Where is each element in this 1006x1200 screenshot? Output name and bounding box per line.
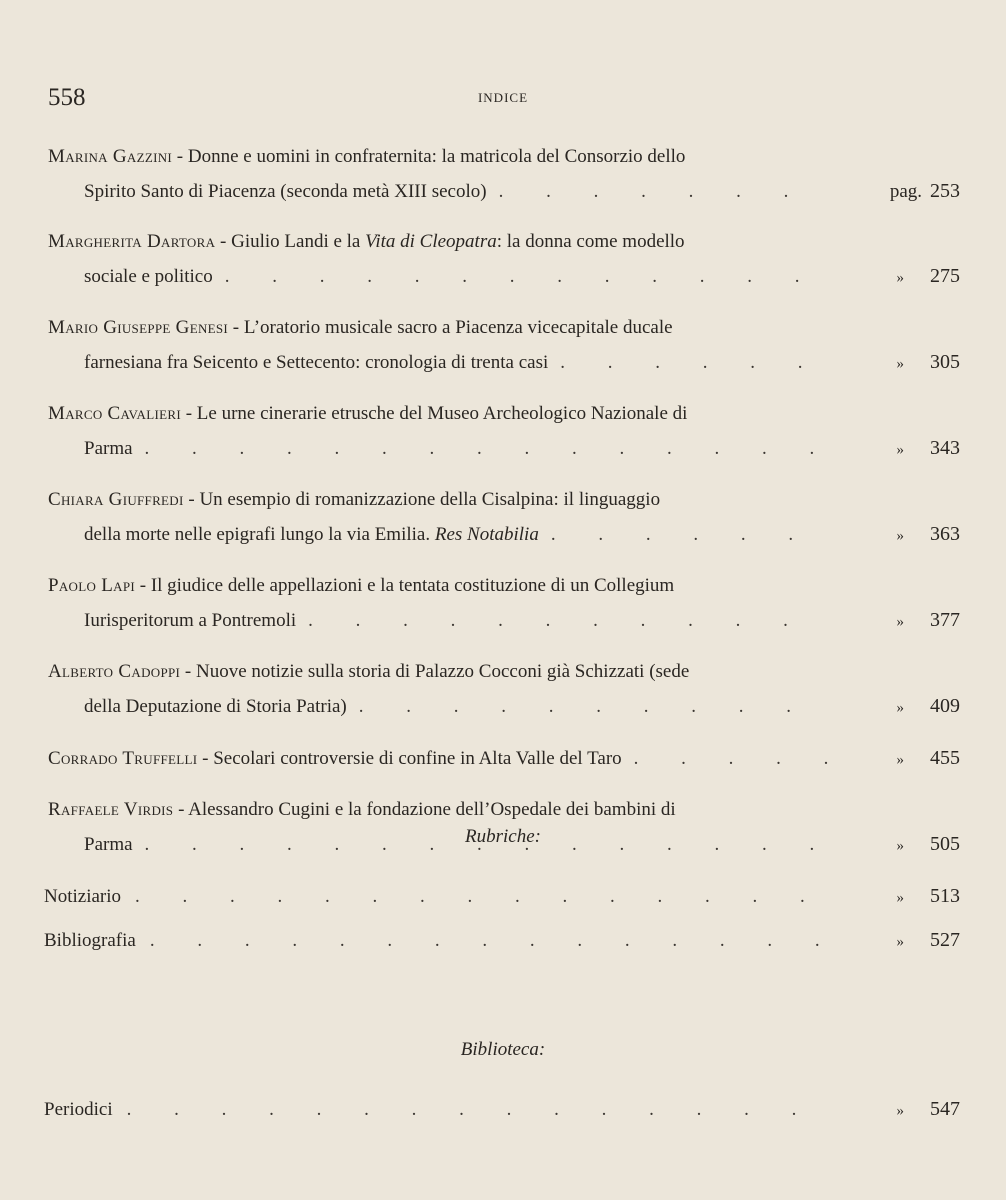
page-ref: 455	[930, 747, 960, 769]
leader-dots	[308, 604, 830, 638]
page-prefix: »	[896, 838, 904, 854]
entry-title-line2: della morte nelle epigrafi lungo la via Emilia.	[84, 524, 435, 545]
entry-author: Raffaele Virdis	[48, 799, 174, 820]
section-title-rubriche: Rubriche:	[465, 826, 541, 847]
entry-title-line1: Le urne cinerarie etrusche del Museo Archeologico Nazionale di	[196, 403, 688, 424]
running-head: INDICE	[477, 90, 529, 105]
leader-dots	[135, 886, 828, 908]
page-ref: 527	[930, 929, 960, 951]
leader-dots	[634, 742, 830, 776]
toc-entry-cadoppi	[48, 655, 960, 725]
entry-separator: -	[172, 146, 188, 167]
table-of-contents	[48, 140, 960, 879]
entry-title-line1: Il giudice delle appellazioni e la tentata costituzione di un Collegium	[150, 575, 675, 596]
page-prefix: »	[896, 614, 904, 630]
toc-row-notiziario	[44, 885, 960, 908]
leader-dots	[225, 260, 830, 294]
toc-entry-dartora	[48, 225, 960, 295]
toc-entry-gazzini	[48, 140, 960, 209]
entry-separator: -	[134, 575, 151, 596]
entry-title-line2: farnesiana fra Seicento e Settecento: cronologia di trenta casi	[84, 352, 549, 373]
entry-title-line2: Parma	[84, 438, 133, 459]
page-ref: 253	[930, 180, 960, 202]
entry-title-line2: Parma	[84, 834, 133, 855]
page-ref: 505	[930, 833, 960, 855]
page-prefix: »	[896, 700, 904, 716]
entry-author: Margherita Dartora	[48, 231, 216, 252]
leader-dots	[499, 175, 830, 209]
entry-title-tail: : la donna come modello	[496, 231, 685, 252]
row-label: Bibliografia	[44, 930, 136, 951]
page-ref: 377	[930, 609, 960, 631]
page-ref: 305	[930, 351, 960, 373]
entry-separator: -	[228, 317, 244, 338]
toc-entry-cavalieri	[48, 397, 960, 467]
leader-dots	[145, 432, 830, 466]
entry-separator: -	[173, 799, 189, 820]
entry-title-line2: Spirito Santo di Piacenza (seconda metà XIII secolo)	[84, 181, 487, 202]
entry-author: Alberto Cadoppi	[48, 661, 181, 682]
entry-separator: -	[180, 403, 197, 424]
entry-author: Corrado Truffelli	[48, 748, 198, 769]
page-prefix: »	[896, 934, 904, 950]
entry-title-line1: Giulio Landi e la	[231, 231, 366, 252]
page-prefix: »	[896, 528, 904, 544]
entry-separator: -	[180, 661, 196, 682]
entry-author: Chiara Giuffredi	[48, 489, 184, 510]
leader-dots	[127, 1099, 828, 1121]
page-ref: 547	[930, 1098, 960, 1120]
row-label: Notiziario	[44, 886, 122, 907]
page-prefix: »	[896, 356, 904, 372]
entry-title: Secolari controversie di confine in Alta Valle del Taro	[213, 748, 622, 769]
page-ref: 513	[930, 885, 960, 907]
entry-title-line2: sociale e politico	[84, 266, 213, 287]
page-prefix: »	[896, 752, 904, 768]
entry-author: Marina Gazzini	[48, 146, 173, 167]
leader-dots	[150, 930, 828, 952]
toc-entry-giuffredi	[48, 483, 960, 553]
entry-title-line1: Alessandro Cugini e la fondazione dell’Ospedale dei bambini di	[188, 799, 676, 820]
page-prefix: pag.	[889, 181, 922, 202]
entry-title-italic: Res Notabilia	[434, 524, 539, 545]
leader-dots	[551, 518, 830, 552]
toc-entry-lapi	[48, 569, 960, 639]
entry-author: Mario Giuseppe Genesi	[48, 317, 229, 338]
entry-separator: -	[197, 748, 214, 769]
entry-title-line1: Nuove notizie sulla storia di Palazzo Cocconi già Schizzati (sede	[195, 661, 690, 682]
leader-dots	[359, 690, 830, 724]
entry-title-line1: Un esempio di romanizzazione della Cisalpina: il linguaggio	[199, 489, 661, 510]
entry-title-line1: L’oratorio musicale sacro a Piacenza vicecapitale ducale	[243, 317, 673, 338]
leader-dots	[560, 346, 830, 380]
page-number: 558	[48, 84, 86, 111]
toc-entry-genesi	[48, 311, 960, 381]
page-prefix: »	[896, 270, 904, 286]
page-prefix: »	[896, 1103, 904, 1119]
page-ref: 343	[930, 437, 960, 459]
toc-row-bibliografia	[44, 929, 960, 952]
entry-separator: -	[183, 489, 200, 510]
entry-author: Marco Cavalieri	[48, 403, 181, 424]
toc-row-periodici	[44, 1098, 960, 1121]
row-label: Periodici	[44, 1099, 113, 1120]
entry-title-line1: Donne e uomini in confraternita: la matricola del Consorzio dello	[187, 146, 686, 167]
page-prefix: »	[896, 442, 904, 458]
section-title-biblioteca: Biblioteca:	[460, 1039, 546, 1060]
page-prefix: »	[896, 890, 904, 906]
entry-title-italic: Vita di Cleopatra	[365, 231, 497, 252]
entry-author: Paolo Lapi	[48, 575, 135, 596]
toc-entry-truffelli	[48, 741, 960, 777]
entry-separator: -	[215, 231, 232, 252]
page-ref: 409	[930, 695, 960, 717]
entry-title-line2: Iurisperitorum a Pontremoli	[84, 610, 297, 631]
entry-title-line2: della Deputazione di Storia Patria)	[84, 696, 347, 717]
page-ref: 275	[930, 265, 960, 287]
page-ref: 363	[930, 523, 960, 545]
